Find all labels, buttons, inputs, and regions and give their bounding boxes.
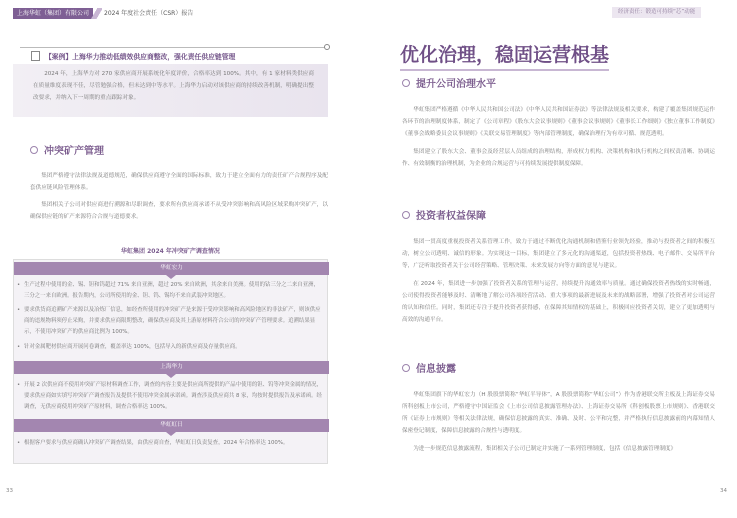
page-number: 34 xyxy=(720,488,727,494)
heading-text: 冲突矿产管理 xyxy=(44,146,104,157)
group-header: 华虹宏力 xyxy=(14,262,329,275)
circle-icon xyxy=(402,364,410,372)
page-number: 33 xyxy=(6,488,13,494)
group-header: 华虹虹日 xyxy=(14,419,329,432)
heading-text: 投资者权益保障 xyxy=(416,211,486,222)
divider-dot xyxy=(324,44,330,50)
section-header: 经济责任：锻造可持续“芯”动能 xyxy=(612,7,701,18)
list-item: • 针对金属靶材供应商开展问卷调查，覆盖率达 100%，包括导入的新供应商及存量供应商。 xyxy=(24,342,322,353)
circle-icon xyxy=(402,79,410,87)
case-box xyxy=(13,64,328,117)
heading-text: 信息披露 xyxy=(416,364,456,375)
page-title: 优化治理，稳固运营根基 xyxy=(400,40,609,71)
section-heading xyxy=(402,78,496,92)
heading-text: 提升公司治理水平 xyxy=(416,79,496,90)
survey-table xyxy=(13,259,328,464)
table-title: 华虹集团 2024 年冲突矿产调查情况 xyxy=(121,248,220,255)
case-text: 2024 年，上海华力对 270 家供应商开展系统化年度评价，合格率达到 100%。其中，有 1 家材料类供应商在质量维度表现不佳，尽管勉强合格，但未达到中等水平。上海华力启动对该供应商的持续改善机制，明确提出整改要求，并纳入下一周期的重点跟踪对象。 xyxy=(33,71,314,101)
section-heading xyxy=(30,145,104,159)
list-item: • 要求供货商追溯矿产来源以及冶炼厂信息，如经查所使用的冲突矿产是来源于受冲突影响和高风险地区的非法矿产，则该供应商的违规物料须停止采购，并要求供应商限期整改，确保供应商及其上游原材料符合公司的冲突矿产管理要求。追溯结果显示，不使用冲突矿产的供应商比例为 100%。 xyxy=(24,305,322,338)
list-item: • 开展 2 次供应商不使用冲突矿产原材料调查工作，调查的内容主要是供应商所提供的产品中使用的钽、钨等冲突金属的情况，要求供应商如实填写冲突矿产调查报告及提供不使用冲突金属承诺函。调查涉及供应商共 8 家，均按时提供报告及承诺函。经调查，无供应商使用冲突矿产原材料，调查合格率达 100%。 xyxy=(24,380,322,413)
report-title: 2024 年度社会责任（CSR）报告 xyxy=(104,10,194,17)
paragraph: 集团一贯高度重视投资者关系管理工作，致力于通过不断优化沟通机制和借鉴行业领先经验，推动与投资者之间的积极互动，树立公司透明、诚信的形象。为实现这一目标，集团建立了多元化的沟通渠道，包括投资者热线、电子邮件、交易所平台等，广泛听取投资者关于公司经营策略、管理决策、未来发展方向等方面的意见与建议。 xyxy=(402,239,715,269)
section-heading xyxy=(402,210,486,224)
divider xyxy=(20,47,325,48)
section-heading xyxy=(402,363,456,377)
document-icon xyxy=(31,51,40,61)
paragraph: 集团相关子公司对供应商进行溯源和尽职调查，要求所有供应商承诺不从受冲突影响和高风险区域采购冲突矿产，以确保供应链的矿产来源符合合规与道德要求。 xyxy=(30,202,328,220)
list-item: • 根据客户要求与供应商确认冲突矿产调查结果，由供应商自查，华虹虹日负责复查，2024 年合格率达 100%。 xyxy=(24,438,322,449)
circle-icon xyxy=(30,146,38,154)
group-header: 上海华力 xyxy=(14,361,329,374)
company-badge: 上海华虹（集团）有限公司 xyxy=(13,8,93,19)
list-item: • 生产过程中使用的金、锡、钽和钨超过 71% 来自亚洲，超过 20% 来自欧洲，其余来自美洲。使用的钴三分之二来自亚洲，三分之一来自欧洲。报告期内，公司所使用的金、钽、钨、锡均不来自武装冲突地区。 xyxy=(24,280,322,302)
paragraph: 华虹集团旗下的华虹宏力（H 股股票简称“华虹半导体”，A 股股票简称“华虹公司”）作为香港联交所主板及上海证券交易所科创板上市公司，严格遵守中国证监会《上市公司信息披露管理办法》、上海证券交易所《科创板股票上市规则》、香港联交所《证券上市规则》等相关法律法规，确保信息披露的真实、准确、及时、公平和完整，并严格执行信息披露前的内幕知情人保密登记制度，保障信息披露的合规性与透明度。 xyxy=(402,392,715,434)
paragraph: 在 2024 年，集团进一步加强了投资者关系的管理与运营，持续提升沟通效率与质量。通过确保投资者热线的实时畅通，公司使得投资者能够及时、清晰地了解公司各项经营活动、重大事项的最新进展及未来的战略部署，增强了投资者对公司运营的认知和信任。同时，集团还专注于提升投资者获得感，在保障其知情权的基础上，积极回应投资者关切，建立了更加透明与高效的沟通平台。 xyxy=(402,281,715,323)
circle-icon xyxy=(402,211,410,219)
paragraph: 华虹集团严格遵循《中华人民共和国公司法》《中华人民共和国证券法》等法律法规及相关要求，构建了覆盖集团规范运作各环节的治理制度体系，制定了《公司章程》《股东大会议事规则》《董事会议事规则》《董事长工作细则》《独立董事工作制度》《董事会战略委员会议事规则》《关联交易管理制度》等内部管理制度，确保治理行为有章可循、规范透明。 xyxy=(402,107,715,137)
case-title: 【案例】上海华力推动低绩效供应商整改，强化责任供应链管理 xyxy=(45,53,236,61)
paragraph: 集团严格遵守法律法规及道德规范，确保供应商遵守全面的国际标准，致力于建立全面有力的责任矿产合规程序及配套供应链风险管理体系。 xyxy=(30,173,328,191)
badge-decoration xyxy=(90,8,102,19)
paragraph: 集团建立了股东大会、董事会及经营层人员组成的治理结构，形成权力机构、决策机构和执行机构之间权责清晰、协调运作、有效制衡的治理机制，为企业的合规运营与可持续发展提供制度保障。 xyxy=(402,149,715,167)
paragraph: 为进一步规范信息披露流程，集团相关子公司已制定并实施了一系列管理制度，包括《信息披露管理制度》 xyxy=(413,446,677,452)
